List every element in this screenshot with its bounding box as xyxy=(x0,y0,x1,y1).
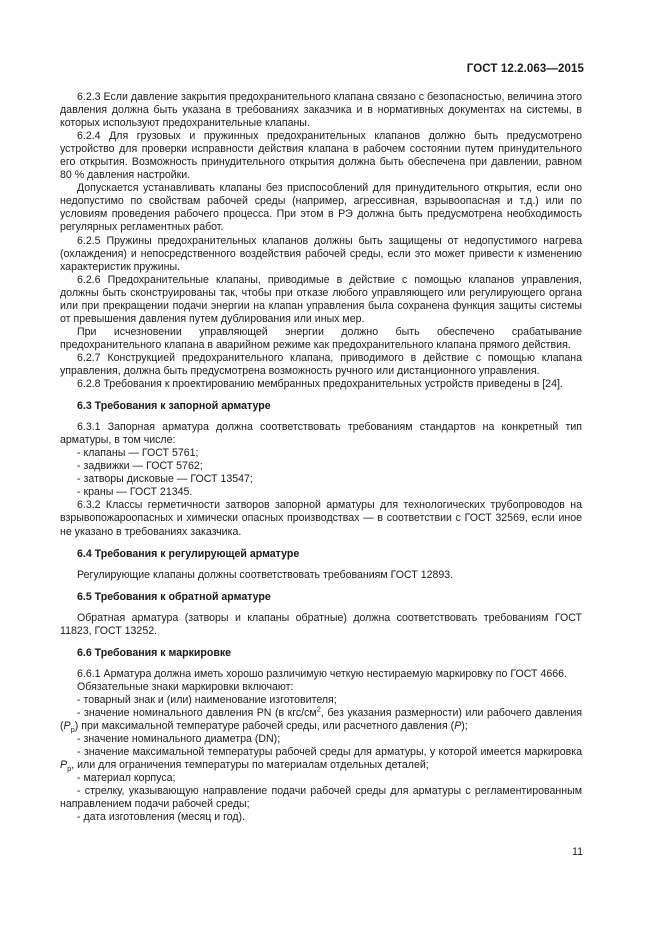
paragraph-6-2-4-note: Допускается устанавливать клапаны без приспособлений для принудительного открытия, если оно недопустимо по свойствам рабочей среды (например, агрессивная, взрывоопасная и т.д.) или по условиям проведения рабочего процесса. При этом в РЭ должна быть предусмотрена необходимость регулярных регламентных работ. xyxy=(60,182,582,234)
list-item: - стрелку, указывающую направление подачи рабочей среды для арматуры с регламентированным направлением подачи рабочей среды; xyxy=(60,785,582,811)
superscript: 2 xyxy=(316,704,321,714)
text-segment: , без указания размерности) или рабочего давления ( xyxy=(60,706,582,733)
document-body xyxy=(60,91,582,824)
paragraph-6-2-3: 6.2.3 Если давление закрытия предохранительного клапана связано с безопасностью, величина этого давления должна быть указана в требованиях заказчика и в нормативных документах на системы, в которых используют предохранительные клапаны. xyxy=(60,91,582,130)
paragraph-6-2-8: 6.2.8 Требования к проектированию мембранных предохранительных устройств приведены в [24]. xyxy=(77,378,563,391)
list-item-temperature xyxy=(60,746,582,772)
symbol-p: P xyxy=(60,759,68,772)
paragraph-6-2-4: 6.2.4 Для грузовых и пружинных предохранительных клапанов должно быть предусмотрено устройство для проверки исправности действия клапана в рабочем состоянии путем принудительного его открытия. Возможность принудительного открытия должна быть обеспечена при давлении, равном 80 % давления настройки. xyxy=(60,130,582,182)
text-segment: - значение номинального давления PN (в кгс/см xyxy=(77,706,317,719)
paragraph-6-2-6: 6.2.6 Предохранительные клапаны, приводимые в действие с помощью клапанов управления, должны быть сконструированы так, чтобы при отказе любого управляющего или регулирующего органа или при прекращении подачи энергии на клапан управления была сохранена функция защиты системы от превышения давления путем дублирования или иных мер. xyxy=(60,273,582,325)
paragraph-6-2-7: 6.2.7 Конструкцией предохранительного клапана, приводимого в действие с помощью клапана управления, должна быть предусмотрена возможность ручного или дистанционного управления. xyxy=(60,351,582,377)
paragraph-6-6-1: 6.6.1 Арматура должна иметь хорошо различимую четкую нестираемую маркировку по ГОСТ 4666. xyxy=(77,667,567,680)
text-segment: - значение максимальной температуры рабочей среды для арматуры, у которой имеется маркировка xyxy=(77,746,582,759)
text-segment: ); xyxy=(461,720,468,733)
paragraph-6-3-1: 6.3.1 Запорная арматура должна соответствовать требованиям стандартов на конкретный тип арматуры, в том числе: xyxy=(60,421,582,447)
list-item: - клапаны — ГОСТ 5761; xyxy=(77,447,199,460)
list-item: - значение номинального диаметра (DN); xyxy=(77,733,281,746)
heading-6-5: 6.5 Требования к обратной арматуре xyxy=(77,590,271,603)
list-item: - задвижки — ГОСТ 5762; xyxy=(77,460,203,473)
subscript: р xyxy=(70,725,75,735)
heading-6-6: 6.6 Требования к маркировке xyxy=(77,646,232,659)
document-header: ГОСТ 12.2.063—2015 xyxy=(466,63,584,75)
text-segment: ) при максимальной температуре рабочей среды, или расчетного давления ( xyxy=(74,720,455,733)
list-item: - материал корпуса; xyxy=(77,772,176,785)
page-number: 11 xyxy=(572,846,583,858)
list-item-pressure xyxy=(60,704,582,735)
paragraph-marking-intro: Обязательные знаки маркировки включают: xyxy=(77,680,294,693)
subscript: р xyxy=(67,764,72,774)
paragraph-6-2-6-note: При исчезновении управляющей энергии должно быть обеспечено срабатывание предохранительного клапана в аварийном режиме как предохранительного клапана прямого действия. xyxy=(60,325,582,351)
list-item: - дата изготовления (месяц и год). xyxy=(77,811,246,824)
text-segment: , или для ограничения температуры по материалам отдельных деталей; xyxy=(71,759,429,772)
symbol-p: P xyxy=(454,720,462,733)
list-item: - товарный знак и (или) наименование изготовителя; xyxy=(77,693,337,706)
symbol-p: P xyxy=(63,720,71,733)
heading-6-3: 6.3 Требования к запорной арматуре xyxy=(77,400,271,413)
paragraph-6-3-2: 6.3.2 Классы герметичности затворов запорной арматуры для технологических трубопроводов на взрывопожароопасных и химически опасных производствах — в соответствии с ГОСТ 32569, если иное не указано в требованиях заказчика. xyxy=(60,499,582,538)
paragraph-6-2-5: 6.2.5 Пружины предохранительных клапанов должны быть защищены от недопустимого нагрева (охлаждения) и непосредственного воздействия рабочей среды, если это может привести к изменению характеристик пружины. xyxy=(60,234,582,273)
heading-6-4: 6.4 Требования к регулирующей арматуре xyxy=(77,547,300,560)
paragraph-6-4: Регулирующие клапаны должны соответствовать требованиям ГОСТ 12893. xyxy=(77,568,454,581)
list-item: - затворы дисковые — ГОСТ 13547; xyxy=(77,473,253,486)
paragraph-6-5: Обратная арматура (затворы и клапаны обратные) должна соответствовать требованиям ГОСТ 11823, ГОСТ 13252. xyxy=(60,611,582,637)
list-item: - краны — ГОСТ 21345. xyxy=(77,486,193,499)
